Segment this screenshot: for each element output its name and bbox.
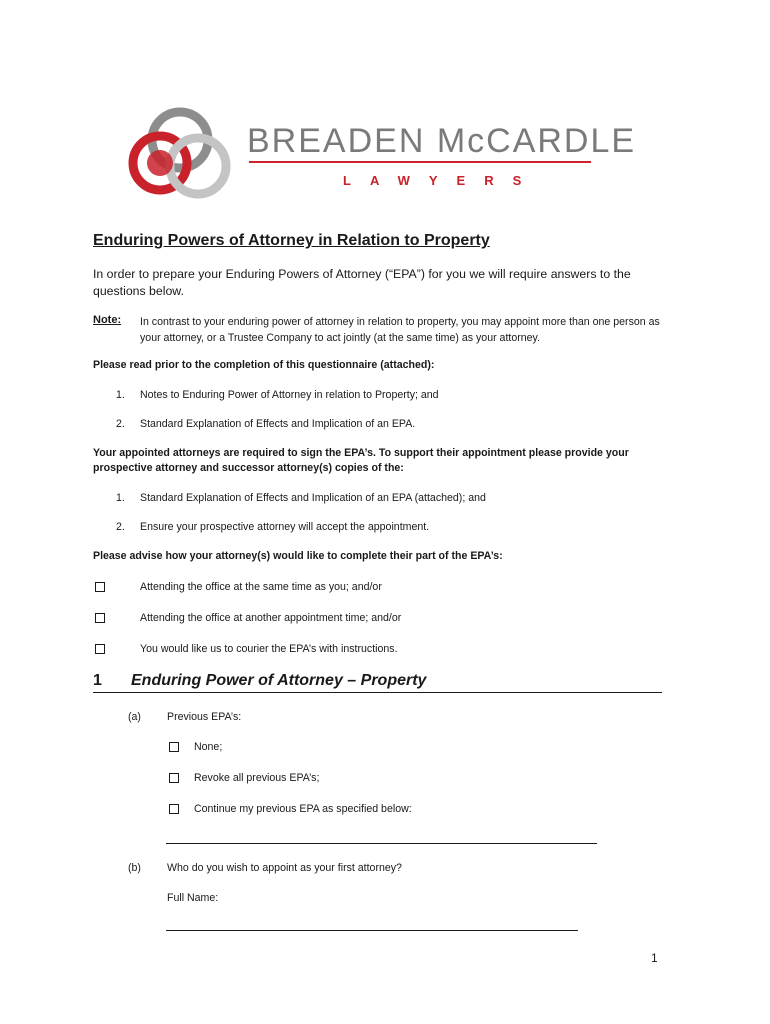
advise-checkbox-same-time[interactable] bbox=[95, 582, 105, 592]
document-title: Enduring Powers of Attorney in Relation to Property bbox=[93, 232, 490, 249]
note-text: In contrast to your enduring power of attorney in relation to property, you may appoint more than one person as your attorney, or a Trustee Company to act jointly (at the same time) as your attorney. bbox=[140, 316, 660, 344]
previous-epa-details-field[interactable] bbox=[166, 843, 597, 844]
previous-epa-revoke-checkbox[interactable] bbox=[169, 773, 179, 783]
attorneys-item-number: 2. bbox=[116, 521, 125, 533]
read-item-number: 1. bbox=[116, 389, 125, 401]
read-item-number: 2. bbox=[116, 418, 125, 430]
full-name-label: Full Name: bbox=[167, 892, 219, 904]
advise-option-label: Attending the office at another appointment time; and/or bbox=[140, 612, 402, 624]
previous-epa-option-label: None; bbox=[194, 741, 223, 753]
firm-subtitle: LAWYERS bbox=[343, 173, 541, 188]
advise-checkbox-another-time[interactable] bbox=[95, 613, 105, 623]
question-b-text: Who do you wish to appoint as your first attorney? bbox=[167, 862, 402, 874]
firm-name: BREADEN McCARDLE bbox=[247, 122, 637, 160]
advise-option-label: You would like us to courier the EPA’s with instructions. bbox=[140, 643, 398, 655]
section-divider bbox=[93, 692, 662, 693]
previous-epa-option-label: Continue my previous EPA as specified below: bbox=[194, 803, 412, 815]
advise-checkbox-courier[interactable] bbox=[95, 644, 105, 654]
firm-logo-rings-icon bbox=[128, 106, 238, 201]
advise-option-label: Attending the office at the same time as you; and/or bbox=[140, 581, 382, 593]
read-item-text: Notes to Enduring Power of Attorney in relation to Property; and bbox=[140, 389, 439, 401]
attorneys-item-text: Standard Explanation of Effects and Implication of an EPA (attached); and bbox=[140, 492, 486, 504]
attorneys-heading: Your appointed attorneys are required to sign the EPA’s. To support their appointment please provide your prospective attorney and successor attorney(s) copies of the: bbox=[93, 447, 629, 474]
question-a-label: (a) bbox=[128, 711, 141, 723]
advise-heading: Please advise how your attorney(s) would like to complete their part of the EPA’s: bbox=[93, 550, 503, 562]
previous-epa-option-label: Revoke all previous EPA’s; bbox=[194, 772, 320, 784]
note-label: Note: bbox=[93, 314, 122, 326]
previous-epa-none-checkbox[interactable] bbox=[169, 742, 179, 752]
read-item-text: Standard Explanation of Effects and Implication of an EPA. bbox=[140, 418, 416, 430]
read-heading: Please read prior to the completion of this questionnaire (attached): bbox=[93, 359, 435, 371]
section-title: Enduring Power of Attorney – Property bbox=[131, 672, 427, 689]
page-number: 1 bbox=[651, 951, 658, 965]
intro-paragraph: In order to prepare your Enduring Powers of Attorney (“EPA”) for you we will require answers to the questions below. bbox=[93, 267, 631, 298]
attorneys-item-number: 1. bbox=[116, 492, 125, 504]
attorneys-item-text: Ensure your prospective attorney will accept the appointment. bbox=[140, 521, 430, 533]
question-b-label: (b) bbox=[128, 862, 141, 874]
previous-epa-continue-checkbox[interactable] bbox=[169, 804, 179, 814]
section-number: 1 bbox=[93, 672, 102, 689]
full-name-field[interactable] bbox=[166, 930, 578, 931]
brand-divider bbox=[249, 161, 591, 163]
question-a-text: Previous EPA’s: bbox=[167, 711, 242, 723]
